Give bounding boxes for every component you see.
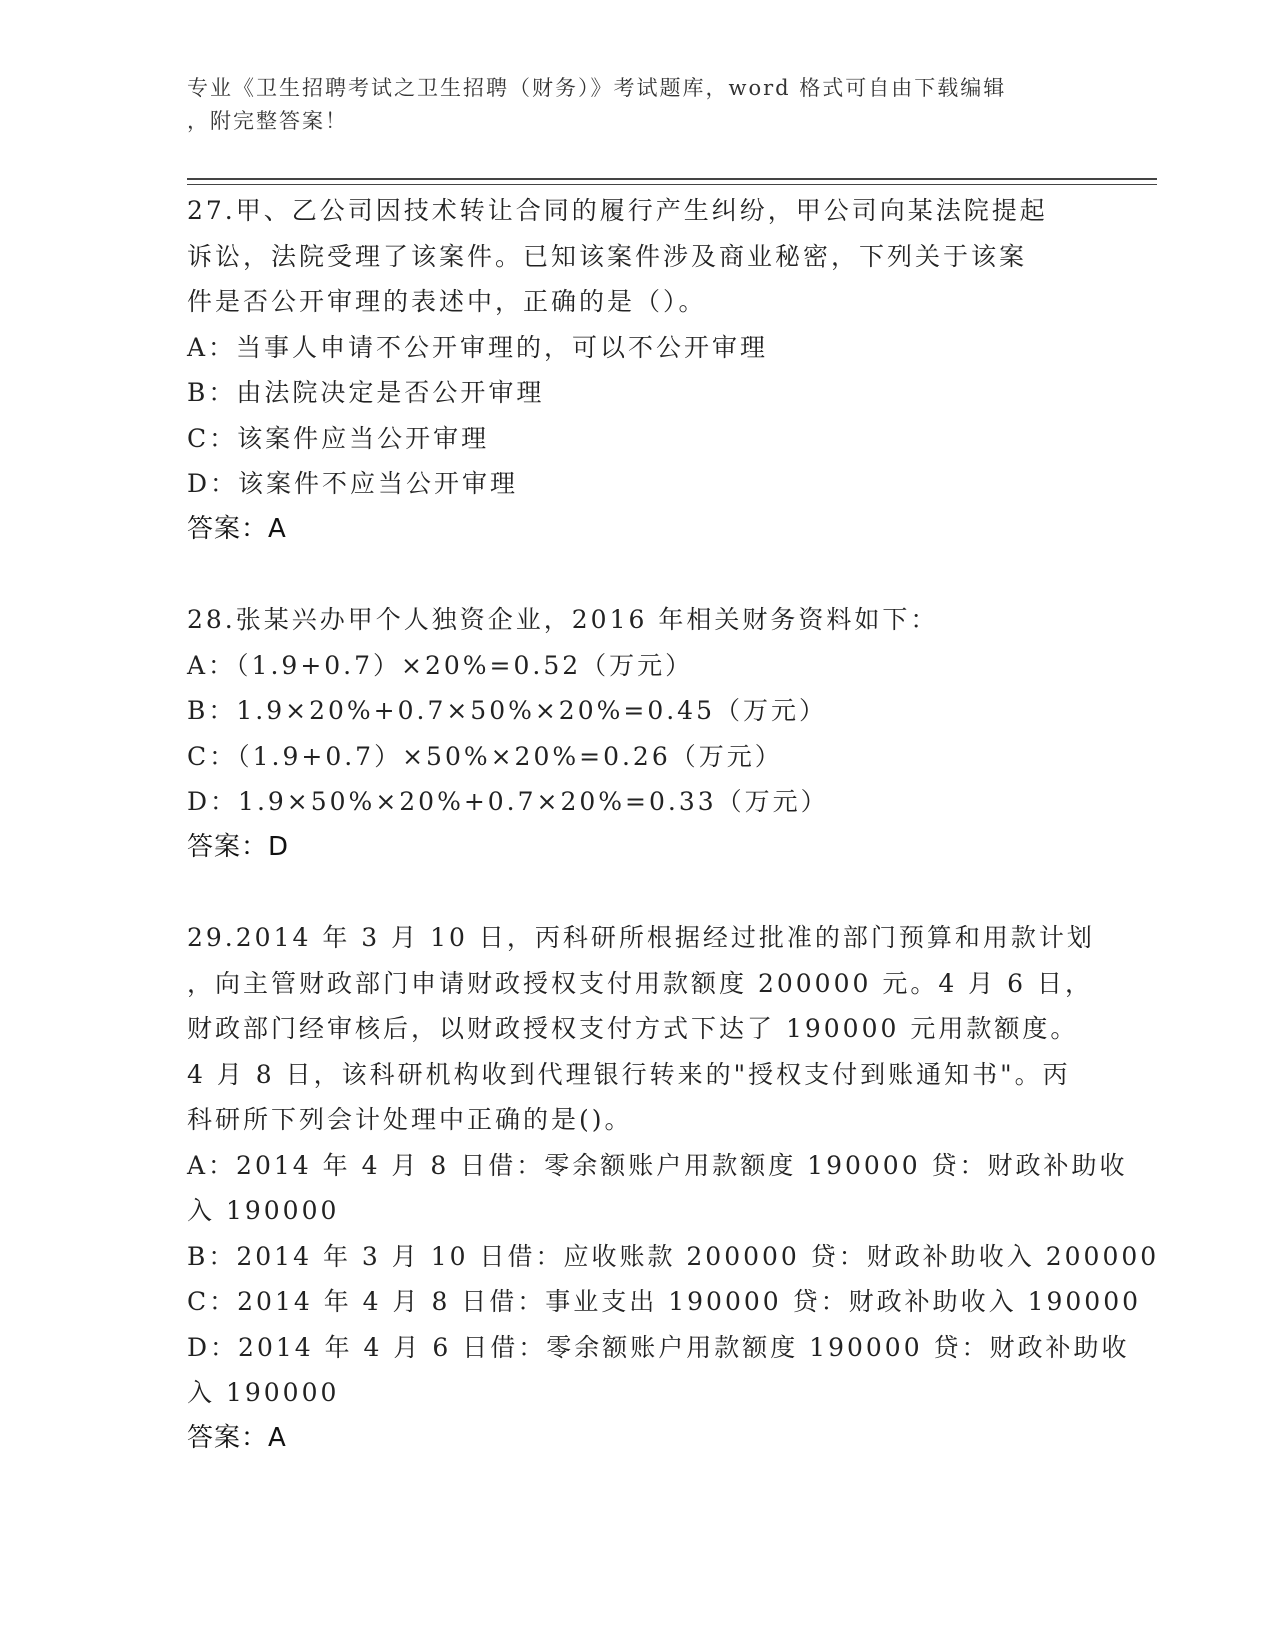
question-28 bbox=[187, 597, 1107, 870]
question-text: ，向主管财政部门申请财政授权支付用款额度 200000 元。4 月 6 日， bbox=[187, 968, 1093, 998]
option-d: D：2014 年 4 月 6 日借：零余额账户用款额度 190000 贷：财政补助收 bbox=[187, 1332, 1130, 1362]
option-d: D：该案件不应当公开审理 bbox=[187, 469, 519, 498]
header-line: ，附完整答案！ bbox=[187, 109, 348, 133]
question-text: 财政部门经审核后，以财政授权支付方式下达了 190000 元用款额度。 bbox=[187, 1014, 1079, 1043]
question-spacer bbox=[187, 552, 1107, 597]
option-a: A：当事人申请不公开审理的，可以不公开审理 bbox=[187, 332, 769, 362]
question-27 bbox=[187, 188, 1107, 552]
question-29 bbox=[187, 915, 1160, 1461]
option-c: C：（1.9+0.7）×50%×20%=0.26（万元） bbox=[187, 741, 783, 771]
option-c: C：2014 年 4 月 8 日借：事业支出 190000 贷：财政补助收入 190000 bbox=[187, 1287, 1142, 1316]
option-a-continued: 入 190000 bbox=[187, 1196, 340, 1225]
option-b: B：2014 年 3 月 10 日借：应收账款 200000 贷：财政补助收入 200000 bbox=[187, 1241, 1160, 1271]
option-a: A：2014 年 4 月 8 日借：零余额账户用款额度 190000 贷：财政补助收 bbox=[187, 1150, 1128, 1180]
answer-label: 答案：A bbox=[187, 1422, 287, 1453]
question-text: 29.2014 年 3 月 10 日，丙科研所根据经过批准的部门预算和用款计划 bbox=[187, 923, 1095, 952]
question-list bbox=[187, 188, 1160, 1461]
question-text: 科研所下列会计处理中正确的是()。 bbox=[187, 1105, 633, 1134]
question-text: 件是否公开审理的表述中，正确的是（）。 bbox=[187, 287, 707, 316]
header-divider bbox=[187, 178, 1157, 180]
question-text: 27.甲、乙公司因技术转让合同的履行产生纠纷，甲公司向某法院提起 bbox=[187, 196, 1048, 225]
answer-label: 答案：A bbox=[187, 513, 287, 544]
option-b: B：1.9×20%+0.7×50%×20%=0.45（万元） bbox=[187, 696, 827, 725]
question-text: 诉讼，法院受理了该案件。已知该案件涉及商业秘密，下列关于该案 bbox=[187, 241, 1028, 271]
document-header bbox=[187, 72, 1067, 138]
header-line: 专业《卫生招聘考试之卫生招聘（财务）》考试题库，word 格式可自由下载编辑 bbox=[187, 76, 1007, 100]
question-spacer bbox=[187, 870, 1107, 915]
option-b: B：由法院决定是否公开审理 bbox=[187, 378, 545, 407]
option-c: C：该案件应当公开审理 bbox=[187, 423, 490, 453]
option-d: D：1.9×50%×20%+0.7×20%=0.33（万元） bbox=[187, 787, 829, 816]
option-a: A：（1.9+0.7）×20%=0.52（万元） bbox=[187, 650, 694, 680]
question-text: 28.张某兴办甲个人独资企业，2016 年相关财务资料如下： bbox=[187, 605, 939, 634]
question-text: 4 月 8 日，该科研机构收到代理银行转来的"授权支付到账通知书"。丙 bbox=[187, 1059, 1071, 1089]
answer-label: 答案：D bbox=[187, 831, 290, 862]
option-d-continued: 入 190000 bbox=[187, 1378, 340, 1407]
header-divider-thin bbox=[187, 184, 1157, 185]
